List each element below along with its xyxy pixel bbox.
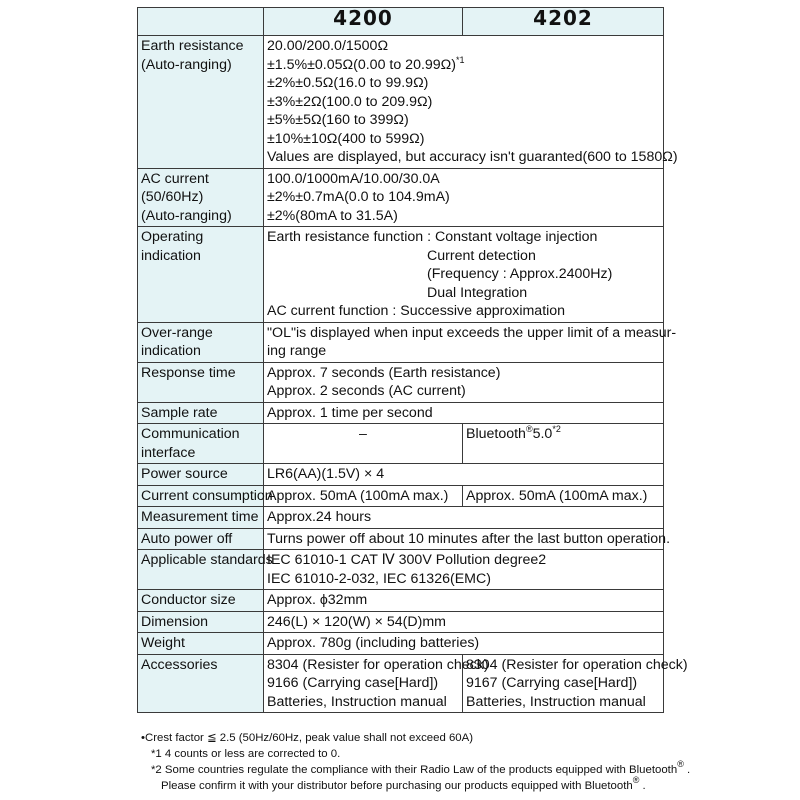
label-measurement-time: Measurement time: [138, 507, 264, 529]
row-dimension: [138, 611, 664, 633]
label-weight: Weight: [138, 633, 264, 655]
label-communication: Communication interface: [138, 424, 264, 464]
label-applicable-standards: Applicable standards: [138, 550, 264, 590]
value-ac-current: 100.0/1000mA/10.00/30.0A ±2%±0.7mA(0.0 to 104.9mA) ±2%(80mA to 31.5A): [264, 168, 664, 227]
row-conductor-size: [138, 590, 664, 612]
footnote-ref-2: *2: [552, 424, 561, 434]
row-power-source: [138, 464, 664, 486]
specification-table: [137, 6, 688, 713]
label-earth-resistance: Earth resistance (Auto-ranging): [138, 36, 264, 169]
row-operating-indication: [138, 227, 664, 323]
row-over-range: [138, 322, 664, 362]
value-power-source: LR6(AA)(1.5V) × 4: [264, 464, 664, 486]
note-2-continued: Please confirm it with your distributor before purchasing our products equipped with Bluetooth® .: [161, 775, 646, 792]
value-response-time: Approx. 7 seconds (Earth resistance) Approx. 2 seconds (AC current): [264, 362, 664, 402]
row-earth-resistance: [138, 36, 664, 169]
row-communication: [138, 424, 664, 464]
label-auto-power-off: Auto power off: [138, 528, 264, 550]
row-sample-rate: [138, 402, 664, 424]
header-corner: [138, 8, 264, 36]
label-sample-rate: Sample rate: [138, 402, 264, 424]
label-power-source: Power source: [138, 464, 264, 486]
value-applicable-standards: IEC 61010-1 CAT Ⅳ 300V Pollution degree2 IEC 61010-2-032, IEC 61326(EMC): [264, 550, 664, 590]
header-row: [138, 8, 664, 36]
label-current-consumption: Current consumption: [138, 485, 264, 507]
value-consumption-4200: Approx. 50mA (100mA max.): [264, 485, 463, 507]
value-communication-4202: Bluetooth®5.0$^{*2}$: [463, 424, 664, 464]
label-accessories: Accessories: [138, 654, 264, 713]
value-accessories-4202: 8304 (Resister for operation check) 9167 (Carrying case[Hard]) Batteries, Instruction manual: [463, 654, 664, 713]
value-sample-rate: Approx. 1 time per second: [264, 402, 664, 424]
value-dimension: 246(L) × 120(W) × 54(D)mm: [264, 611, 664, 633]
row-accessories: [138, 654, 664, 713]
value-measurement-time: Approx.24 hours: [264, 507, 664, 529]
value-accessories-4200: 8304 (Resister for operation check) 9166 (Carrying case[Hard]) Batteries, Instruction manual: [264, 654, 463, 713]
value-weight: Approx. 780g (including batteries): [264, 633, 664, 655]
value-conductor-size: Approx. ϕ32mm: [264, 590, 664, 612]
spec-sheet: [137, 6, 688, 713]
note-crest-factor: •Crest factor ≦ 2.5 (50Hz/60Hz, peak value shall not exceed 60A): [141, 732, 474, 744]
row-ac-current: [138, 168, 664, 227]
value-consumption-4202: Approx. 50mA (100mA max.): [463, 485, 664, 507]
row-measurement-time: [138, 507, 664, 529]
label-operating-indication: Operating indication: [138, 227, 264, 323]
value-auto-power-off: Turns power off about 10 minutes after the last button operation.: [264, 528, 664, 550]
label-conductor-size: Conductor size: [138, 590, 264, 612]
label-dimension: Dimension: [138, 611, 264, 633]
value-over-range: "OL"is displayed when input exceeds the upper limit of a measur- ing range: [264, 322, 664, 362]
row-auto-power-off: [138, 528, 664, 550]
row-applicable-standards: [138, 550, 664, 590]
model-4200-header: 4200: [264, 8, 463, 36]
note-2: *2 Some countries regulate the compliance with their Radio Law of the products equipped with Bluetooth® .: [151, 759, 691, 776]
label-response-time: Response time: [138, 362, 264, 402]
value-earth-resistance: 20.00/200.0/1500Ω ±1.5%±0.05Ω(0.00 to 20.99Ω)$^{*1}$ ±2%±0.5Ω(16.0 to 99.9Ω) ±3%±2Ω(100.0 to 209.9Ω) ±5%±5Ω(160 to 399Ω) ±10%±10Ω(400 to 599Ω) Values are displayed, but accuracy isn't guaranted(600 to 1580Ω): [264, 36, 664, 169]
model-4202-header: 4202: [463, 8, 664, 36]
row-response-time: [138, 362, 664, 402]
label-ac-current: AC current (50/60Hz) (Auto-ranging): [138, 168, 264, 227]
footnote-ref-1: *1: [456, 54, 465, 65]
row-current-consumption: [138, 485, 664, 507]
value-communication-4200: –: [264, 424, 463, 464]
footnotes: [141, 730, 691, 794]
note-1: *1 4 counts or less are corrected to 0.: [151, 748, 341, 760]
row-weight: [138, 633, 664, 655]
label-over-range: Over-range indication: [138, 322, 264, 362]
value-operating-indication: Earth resistance function : Constant voltage injection Current detection (Frequency : Approx.2400Hz) Dual Integration AC current function : Successive approximation: [264, 227, 664, 323]
